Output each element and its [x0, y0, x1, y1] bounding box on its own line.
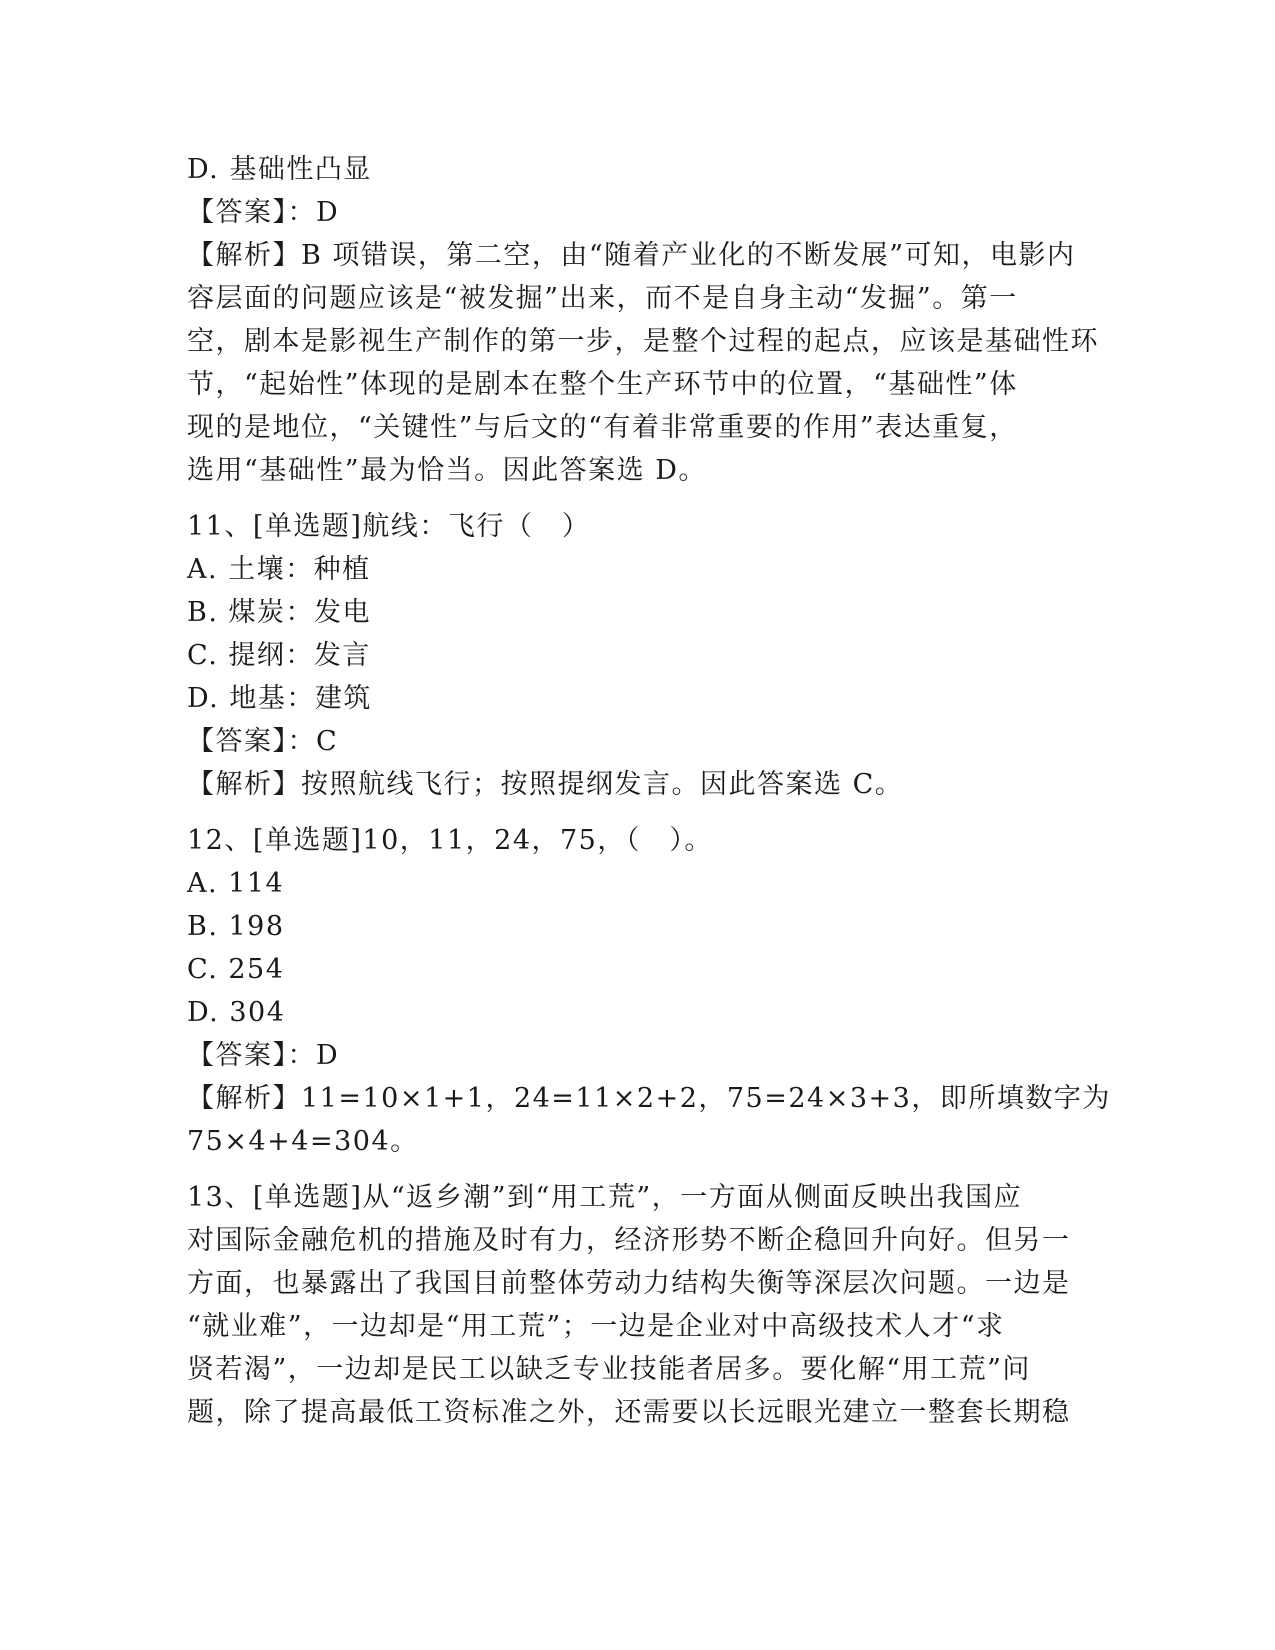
- option-b: B. 煤炭：发电: [187, 597, 372, 628]
- question-stem-line: 13、[单选题]从“返乡潮”到“用工荒”，一方面从侧面反映出我国应: [187, 1182, 1023, 1213]
- answer: 【答案】：D: [187, 197, 340, 228]
- question-stem-line: 方面，也暴露出了我国目前整体劳动力结构失衡等深层次问题。一边是: [187, 1268, 1071, 1299]
- option-d: D. 地基：建筑: [187, 683, 372, 714]
- option-c: C. 提纲：发言: [187, 640, 371, 671]
- option-d: D. 304: [187, 997, 286, 1028]
- question-stem-line: 贤若渴”，一边却是民工以缺乏专业技能者居多。要化解“用工荒”问: [187, 1354, 1031, 1385]
- analysis-line: 空，剧本是影视生产制作的第一步，是整个过程的起点，应该是基础性环: [187, 326, 1099, 357]
- analysis-line: 【解析】B 项错误，第二空，由“随着产业化的不断发展”可知，电影内: [187, 240, 1076, 271]
- question-stem-line: 题，除了提高最低工资标准之外，还需要以长远眼光建立一整套长期稳: [187, 1397, 1071, 1428]
- analysis-line: 容层面的问题应该是“被发掘”出来，而不是自身主动“发掘”。第一: [187, 283, 1018, 314]
- option-a: A. 114: [187, 868, 285, 899]
- analysis-line: 现的是地位，“关键性”与后文的“有着非常重要的作用”表达重复，: [187, 412, 1018, 443]
- question-10-tail: [187, 148, 1099, 492]
- analysis-line: 【解析】按照航线飞行；按照提纲发言。因此答案选 C。: [187, 769, 904, 800]
- question-stem: 12、[单选题]10，11，24，75，（ ）。: [187, 825, 713, 856]
- spacer: [187, 492, 1087, 505]
- question-stem-line: “就业难”，一边却是“用工荒”；一边是企业对中高级技术人才“求: [187, 1311, 1005, 1342]
- document-page: [187, 148, 1111, 1434]
- option-b: B. 198: [187, 911, 285, 942]
- option-c: C. 254: [187, 954, 285, 985]
- option-a: A. 土壤：种植: [187, 554, 371, 585]
- question-12: [187, 819, 1111, 1163]
- analysis-line: 75×4+4=304。: [187, 1126, 419, 1157]
- question-11: [187, 505, 1087, 806]
- question-stem: 11、[单选题]航线：飞行（ ）: [187, 511, 591, 542]
- option-d: D. 基础性凸显: [187, 154, 372, 185]
- answer: 【答案】：D: [187, 1040, 340, 1071]
- spacer: [187, 806, 1087, 819]
- analysis-line: 选用“基础性”最为恰当。因此答案选 D。: [187, 455, 707, 486]
- question-stem-line: 对国际金融危机的措施及时有力，经济形势不断企稳回升向好。但另一: [187, 1225, 1071, 1256]
- answer: 【答案】：C: [187, 726, 339, 757]
- analysis-line: 节，“起始性”体现的是剧本在整个生产环节中的位置，“基础性”体: [187, 369, 1018, 400]
- question-13: [187, 1176, 1087, 1434]
- spacer: [187, 1163, 1087, 1176]
- analysis-line: 【解析】11=10×1+1，24=11×2+2，75=24×3+3，即所填数字为: [187, 1083, 1111, 1114]
